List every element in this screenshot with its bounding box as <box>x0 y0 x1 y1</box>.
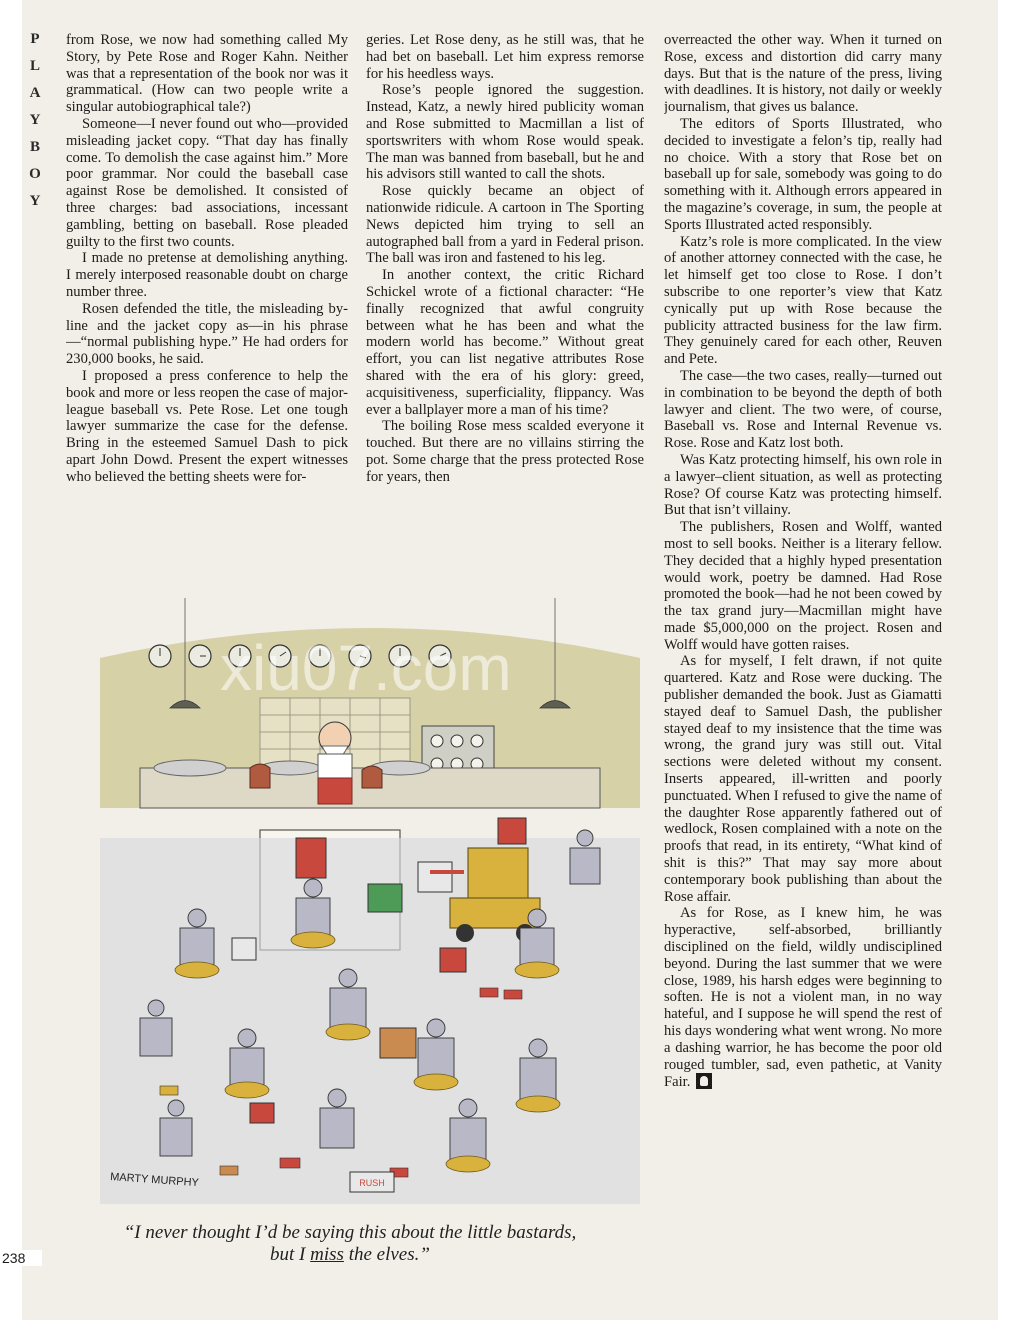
running-title-letter: Y <box>29 193 41 209</box>
caption-text-end: the elves.” <box>343 1244 430 1265</box>
paragraph-final-text: As for Rose, as I knew him, he was hyperactive, self-absorbed, brilliantly disciplined on the field, wildly undisciplined beyond. During the last summer that we were close, 1989, his harsh edges were beginning to soften. He is not a violent man, in no way hateful, and I suppose he will spend the rest of his days wondering what went wrong. No more a dashing warrior, he has become the poor old rouged tumbler, sad, even pathetic, at Vanity Fair. <box>664 905 942 1091</box>
paragraph: The publishers, Rosen and Wolff, wanted most to sell books. Neither is a literary fellow. They decided that a highly hyped presentation would work, poetry be damned. Had Rose promoted the book—had he not been cowed by the tax grand jury—Macmillan might have made $5,000,000 on the project. Rosen and Wolff would have gotten raises. <box>664 519 942 653</box>
running-title-letter: Y <box>29 112 41 128</box>
santa-figure <box>318 722 352 804</box>
paragraph: I made no pretense at demolishing anything. I merely interposed reasonable doubt on charge number three. <box>66 250 348 300</box>
running-title-letter: A <box>29 85 41 101</box>
paragraph: from Rose, we now had something called My Story, by Pete Rose and Roger Kahn. Neither was that a representation of the book nor was it grammatical. (How can two people write a singular autobiographical tale?) <box>66 32 348 116</box>
paragraph: The editors of Sports Illustrated, who decided to investigate a felon’s tip, really had no choice. With a story that Rose bet on baseball up for sale, somebody was going to do something with it. Although errors appeared in the magazine’s coverage, in sum, the people at Sports Illustrated acted responsibly. <box>664 115 942 233</box>
paragraph: The case—the two cases, really—turned out in combination to be beyond the depth of both lawyer and client. The two were, of course, Baseball vs. Rose and Internal Revenue vs. Rose. Rose and Katz lost both. <box>664 367 942 452</box>
caption-underlined-word: miss <box>310 1244 344 1265</box>
rabbit-end-mark-icon <box>696 1073 712 1089</box>
running-title <box>22 26 48 215</box>
paragraph: Was Katz protecting himself, his own role in a lawyer–client situation, as well as protecting Rose? Of course Katz was protecting himself. But that isn’t villainy. <box>664 451 942 519</box>
text-column-1 <box>66 32 348 552</box>
paragraph: Someone—I never found out who—provided misleading jacket copy. “That day has finally come. To demolish the case against him.” More poor grammar. Nor could the baseball case against Rose be demolished. It consisted of three charges: bad associations, incessant gambling, betting on baseball. Rose pleaded guilty to the first two counts. <box>66 115 348 250</box>
cartoon-illustration <box>100 598 640 1204</box>
paragraph: geries. Let Rose deny, as he still was, that he had bet on baseball. Let him express remorse for his heedless ways. <box>366 32 644 82</box>
running-title-letter: L <box>29 58 40 74</box>
paragraph: In another context, the critic Richard Schickel wrote of a fictional character: “He finally recognized that awful congruity between what he has been and what the modern world has become.” Without great effort, you can list negative attributes Rose shared with the era of his glory: greed, acquisitiveness, superficiality, flippancy. Was ever a ballplayer more a man of his time? <box>366 267 644 418</box>
paragraph-final <box>664 905 942 1091</box>
caption-text-start: “I never thought I’d be saying this about the little bastards, but I <box>123 1222 577 1265</box>
paragraph: Katz’s role is more complicated. In the view of another attorney connected with the case, he let himself get too close to Rose. I don’t subscribe to one reporter’s view that Katz cynically put up with Rose because the publicity attracted business for the law firm. They genuinely cared for each other, Reuven and Pete. <box>664 233 942 368</box>
paragraph: As for myself, I felt drawn, if not quite quartered. Katz and Rose were ducking. The publisher demanded the book. Just as Giamatti stayed deaf to Samuel Dash, the publisher stayed deaf to my insistence that the time was wrong, the grand jury was still out. Vital sections were deleted without my consent. Inserts appeared, ill-written and poorly punctuated. When I refused to give the name of the daughter Rose apparently fathered out of wedlock, Rosen complained with a note on the proofs that read, in its entirety, “What kind of shit is this?” That may say more about contemporary book publishing than about the Rose affair. <box>664 653 942 905</box>
running-title-letter: B <box>29 139 40 155</box>
text-column-3 <box>664 32 942 1247</box>
cartoon-caption <box>120 1222 580 1266</box>
text-column-2 <box>366 32 644 552</box>
running-title-letter: O <box>29 166 41 182</box>
page-number: 238 <box>0 1250 42 1266</box>
watermark-text: xiu07.com <box>220 632 512 704</box>
paragraph: overreacted the other way. When it turned on Rose, excess and distortion did carry many days. But that is the nature of the press, living with deadlines. It is history, not daily or weekly journalism, that gives us balance. <box>664 32 942 116</box>
paragraph: The boiling Rose mess scalded everyone it touched. But there are no villains stirring the pot. Some charge that the press protected Rose for years, then <box>366 418 644 485</box>
rush-box-label: RUSH <box>359 1178 385 1188</box>
paragraph: Rose’s people ignored the suggestion. Instead, Katz, a newly hired publicity woman and Rose submitted to Macmillan a list of sportswriters with whom Rose would speak. The man was banned from baseball, but he and his advisors still wanted to call the shots. <box>366 82 644 183</box>
paragraph: Rose quickly became an object of nationwide ridicule. A cartoon in The Sporting News depicted him trying to sell an autographed ball from a yard in Federal prison. The ball was iron and fastened to his leg. <box>366 183 644 267</box>
artist-signature: MARTY MURPHY <box>109 1171 200 1190</box>
running-title-letter: P <box>30 31 40 47</box>
paragraph: I proposed a press conference to help the book and more or less reopen the case of major-league baseball vs. Pete Rose. Let one tough lawyer summarize the case for the defense. Bring in the esteemed Samuel Dash to pick apart John Dowd. Present the expert witnesses who believed the betting sheets were for- <box>66 367 348 485</box>
paragraph: Rosen defended the title, the misleading by-line and the jacket copy as—in his phrase—“normal publishing hype.” He had orders for 230,000 books, he said. <box>66 300 348 368</box>
